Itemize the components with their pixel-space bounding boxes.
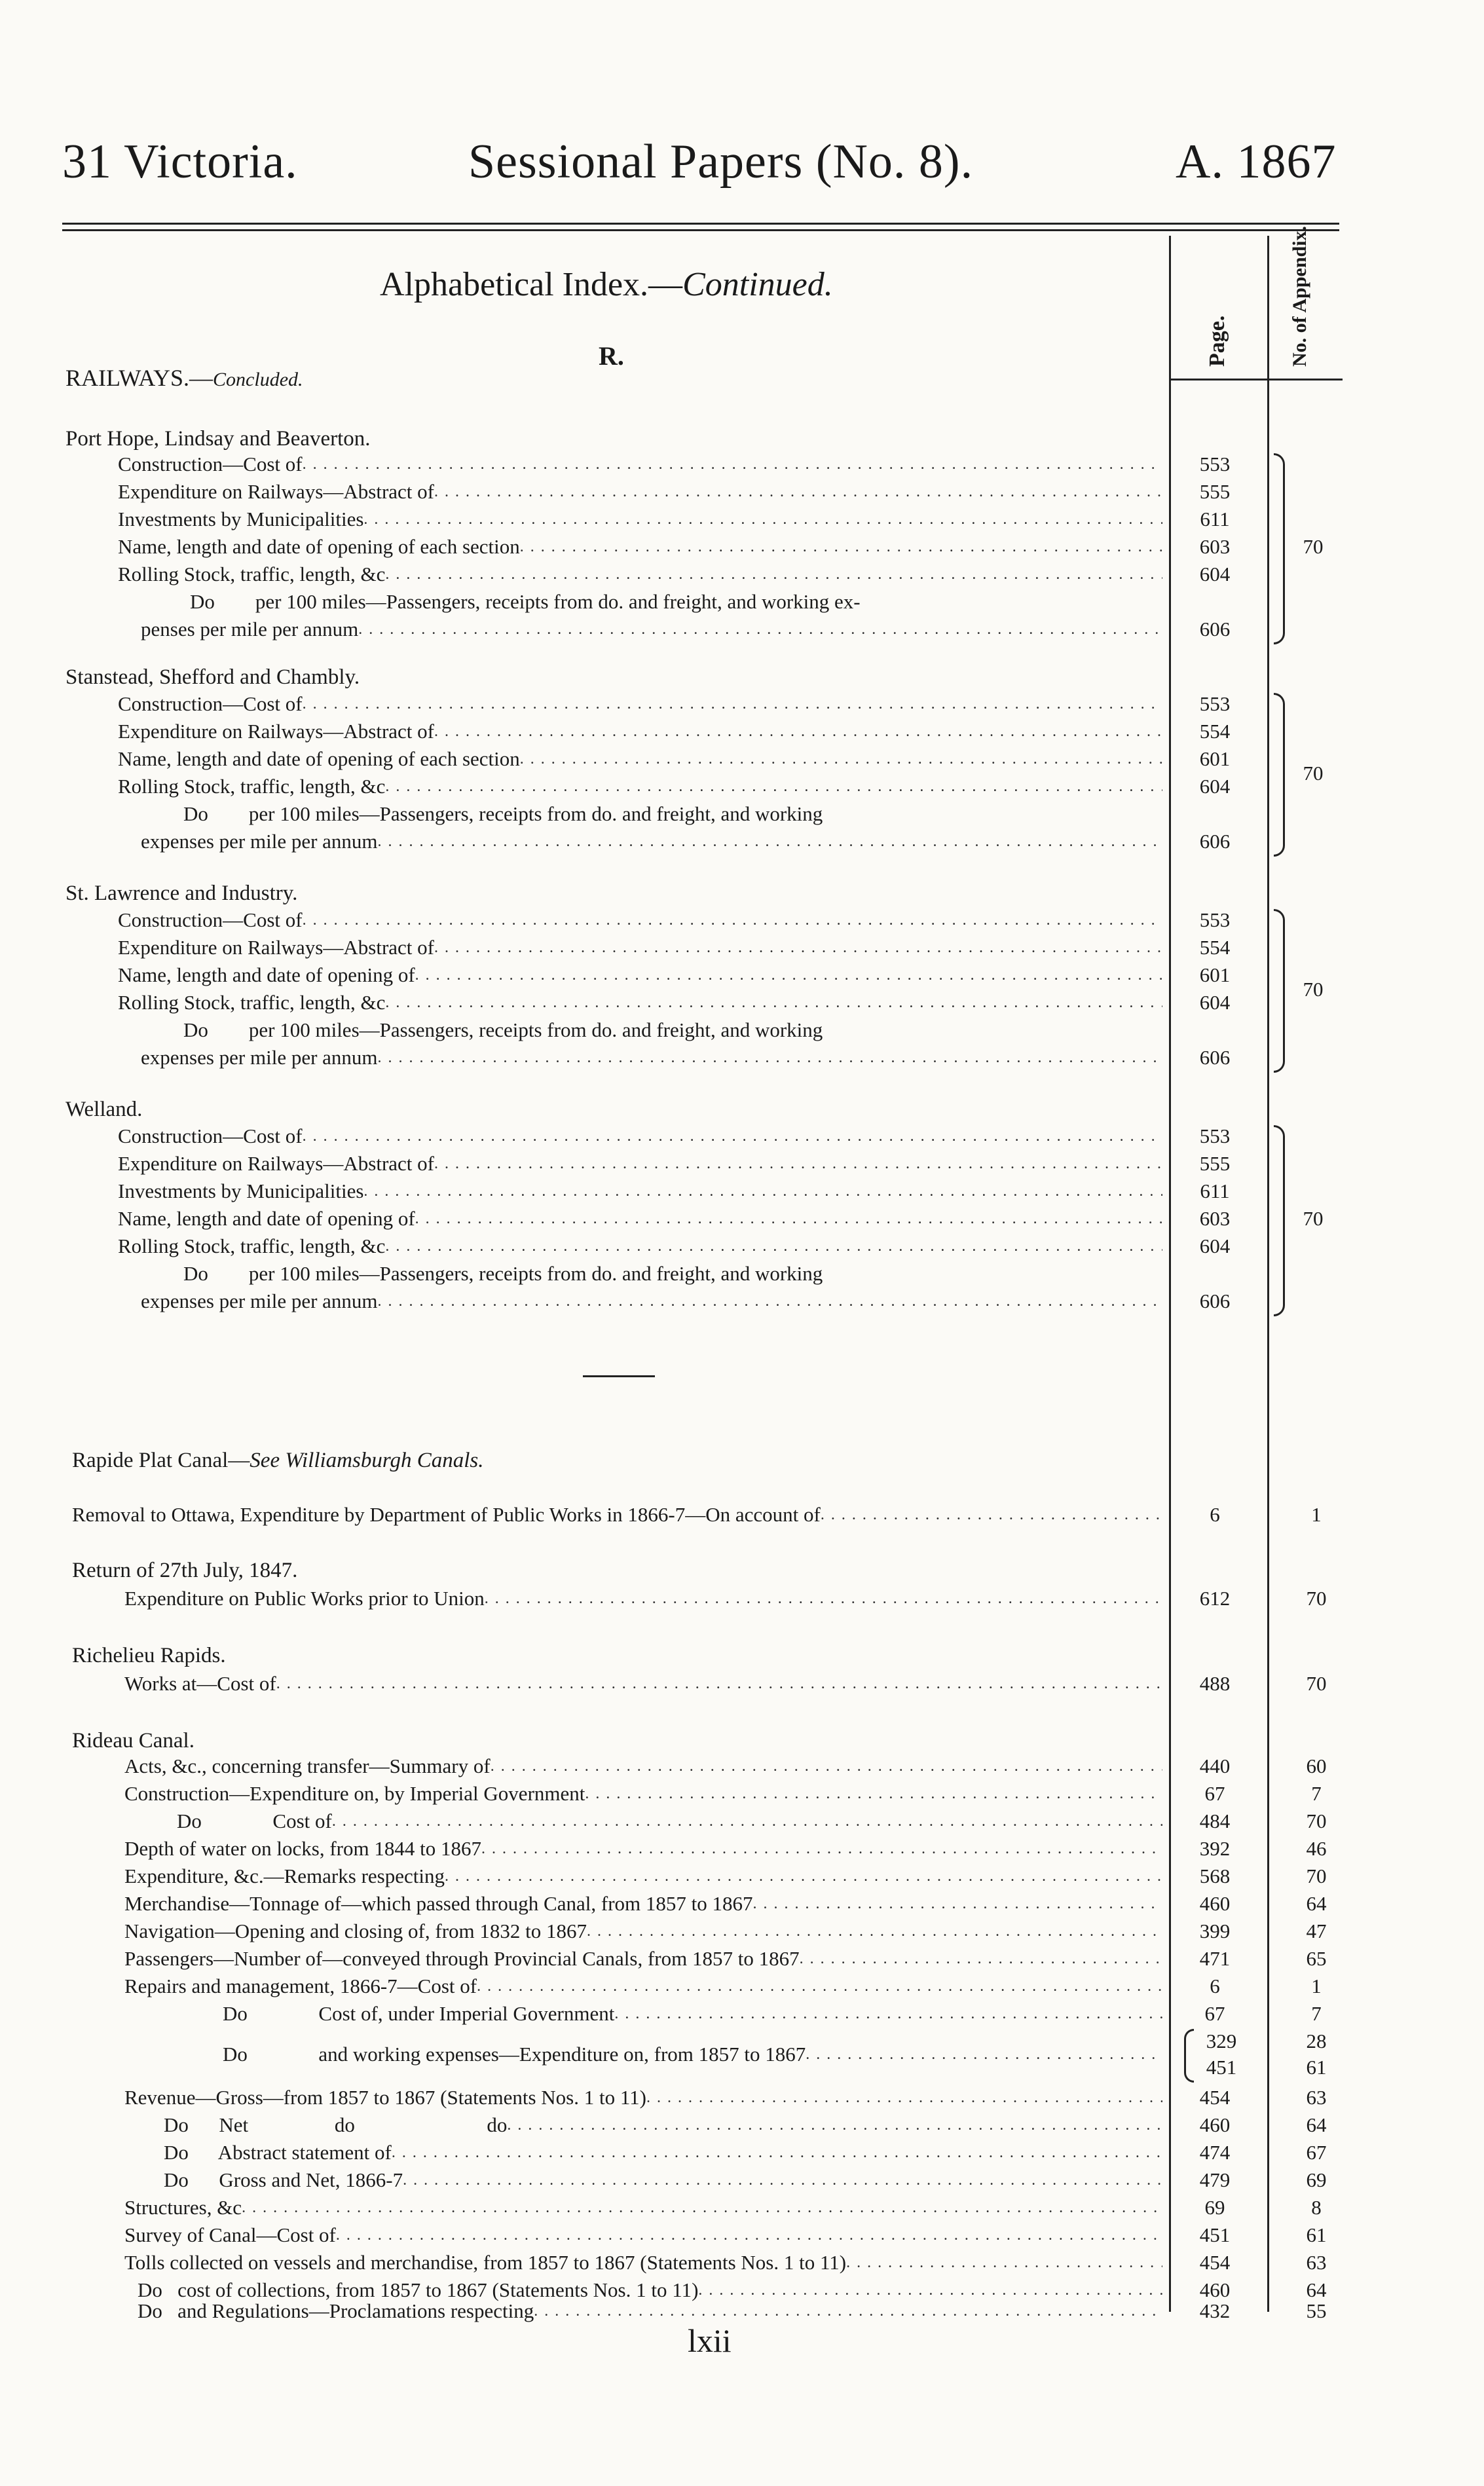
entry-text: Do per 100 miles—Passengers, receipts from do. and freight, and working <box>183 1018 823 1041</box>
entry-page: 67 <box>1204 1782 1225 1805</box>
entry-text: expenses per mile per annum <box>141 1289 378 1312</box>
header-left: 31 Victoria. <box>62 135 298 189</box>
leader-dots <box>434 1150 1162 1178</box>
entry-text: Expenditure on Railways—Abstract of <box>118 480 434 503</box>
group-appendix: 70 <box>1303 1207 1324 1230</box>
leader-dots <box>378 828 1162 855</box>
index-entry <box>124 1863 1162 1890</box>
index-entry <box>190 588 1162 616</box>
entry-page: 603 <box>1199 1207 1231 1230</box>
entry-text: Merchandise—Tonnage of—which passed through Canal, from 1857 to 1867 <box>124 1892 753 1915</box>
entry-text: Do Abstract statement of <box>164 2141 392 2164</box>
leader-dots <box>385 773 1162 800</box>
entry-text: expenses per mile per annum <box>141 830 378 853</box>
left-brace-icon <box>1184 2029 1194 2083</box>
index-entry <box>124 1780 1162 1808</box>
index-entry <box>124 1918 1162 1945</box>
entry-page: 568 <box>1199 1864 1231 1887</box>
entry-text: Investments by Municipalities <box>118 508 364 530</box>
header-center: Sessional Papers (No. 8). <box>468 135 974 189</box>
group-heading: Stanstead, Shefford and Chambly. <box>65 665 360 689</box>
entry-appendix-2: 61 <box>1306 2056 1327 2079</box>
entry-page: 603 <box>1199 535 1231 558</box>
leader-dots <box>485 1585 1162 1612</box>
leader-dots <box>363 506 1162 533</box>
entry-text: Expenditure on Railways—Abstract of <box>118 720 434 743</box>
entry-page: 399 <box>1199 1920 1231 1942</box>
entry-text: Depth of water on locks, from 1844 to 1867 <box>124 1837 481 1860</box>
entry-page: 554 <box>1199 720 1231 743</box>
index-entry <box>124 1890 1162 1918</box>
entry-text: Acts, &c., concerning transfer—Summary of <box>124 1754 491 1777</box>
entry-page: 6 <box>1210 1975 1220 1997</box>
rapide-plat-see: See Williamsburgh Canals. <box>250 1449 484 1472</box>
leader-dots <box>415 1205 1162 1233</box>
leader-dots <box>507 2111 1162 2139</box>
top-rule-2 <box>62 229 1339 231</box>
entry-text: Do per 100 miles—Passengers, receipts from do. and freight, and working <box>183 1262 823 1285</box>
entry-text: Do and Regulations—Proclamations respecting <box>138 2299 534 2322</box>
entry-page: 6 <box>1210 1503 1220 1526</box>
index-entry <box>124 1670 1162 1698</box>
entry-page: 474 <box>1199 2141 1231 2164</box>
entry-page: 329 <box>1206 2030 1237 2052</box>
section-separator <box>583 1375 655 1377</box>
index-entry <box>124 2084 1162 2111</box>
leader-dots <box>392 2139 1162 2166</box>
entry-page: 479 <box>1199 2168 1231 2191</box>
index-entry <box>124 1973 1162 2000</box>
entry-page: 392 <box>1199 1837 1231 1860</box>
entry-page: 460 <box>1199 1892 1231 1915</box>
leader-dots <box>481 1835 1162 1863</box>
leader-dots <box>378 1288 1162 1315</box>
entry-page: 451 <box>1199 2223 1231 2246</box>
leader-dots <box>332 1808 1162 1835</box>
index-entry <box>164 2111 1162 2139</box>
entry-appendix: 70 <box>1306 1587 1327 1610</box>
group-heading: Port Hope, Lindsay and Beaverton. <box>65 427 371 451</box>
leader-dots <box>646 2084 1162 2111</box>
page-column-left-rule <box>1169 236 1171 2312</box>
leader-dots <box>520 533 1162 561</box>
group-heading: Richelieu Rapids. <box>72 1644 226 1667</box>
index-entry <box>118 1122 1162 1150</box>
entry-text: Rolling Stock, traffic, length, &c <box>118 775 386 798</box>
leader-dots <box>242 2194 1162 2221</box>
rapide-plat-text: Rapide Plat Canal— <box>72 1449 250 1472</box>
index-title <box>380 265 833 304</box>
leader-dots <box>614 2000 1162 2028</box>
entry-page: 555 <box>1199 1152 1231 1175</box>
entry-text: Expenditure on Railways—Abstract of <box>118 936 434 959</box>
entry-text: expenses per mile per annum <box>141 1046 378 1069</box>
entry-appendix: 8 <box>1311 2196 1322 2219</box>
index-title-main: Alphabetical Index.— <box>380 266 683 303</box>
column-head-appendix: No. of Appendix. <box>1289 225 1310 367</box>
entry-text: Construction—Expenditure on, by Imperial Government <box>124 1782 585 1805</box>
entry-appendix: 67 <box>1306 2141 1327 2164</box>
entry-text: Works at—Cost of <box>124 1672 276 1695</box>
leader-dots <box>363 1178 1162 1205</box>
entry-text: Repairs and management, 1866-7—Cost of <box>124 1975 477 1997</box>
entry-text: Do per 100 miles—Passengers, receipts from do. and freight, and working ex- <box>190 590 861 613</box>
entry-text: Expenditure on Public Works prior to Union <box>124 1587 485 1610</box>
entry-text: Do per 100 miles—Passengers, receipts from do. and freight, and working <box>183 802 823 825</box>
entry-appendix: 47 <box>1306 1920 1327 1942</box>
index-entry <box>118 961 1162 989</box>
index-entry <box>118 533 1162 561</box>
leader-dots <box>385 1233 1162 1260</box>
entry-appendix: 63 <box>1306 2251 1327 2274</box>
entry-page: 553 <box>1199 692 1231 715</box>
entry-text: Structures, &c <box>124 2196 242 2219</box>
index-entry <box>124 2194 1162 2221</box>
entry-appendix: 70 <box>1306 1864 1327 1887</box>
entry-page: 601 <box>1199 963 1231 986</box>
entry-page: 611 <box>1200 1179 1230 1202</box>
column-head-rule <box>1169 379 1343 380</box>
entry-page: 604 <box>1199 775 1231 798</box>
leader-dots <box>403 2166 1162 2194</box>
index-entry <box>118 934 1162 961</box>
index-entry <box>118 1178 1162 1205</box>
leader-dots <box>585 1780 1162 1808</box>
index-entry <box>118 1233 1162 1260</box>
entry-text: Revenue—Gross—from 1857 to 1867 (Statements Nos. 1 to 11) <box>124 2086 647 2109</box>
index-entry <box>223 2000 1162 2028</box>
leader-dots <box>491 1753 1162 1780</box>
entry-page: 604 <box>1199 991 1231 1014</box>
entry-page: 553 <box>1199 1124 1231 1147</box>
index-entry <box>141 1288 1162 1315</box>
index-title-continued: Continued. <box>682 266 833 303</box>
entry-appendix: 46 <box>1306 1837 1327 1860</box>
entry-page-2: 451 <box>1206 2056 1237 2079</box>
index-entry <box>183 1260 1162 1288</box>
leader-dots <box>445 1863 1162 1890</box>
index-entry <box>118 718 1162 745</box>
entry-text: Rolling Stock, traffic, length, &c <box>118 991 386 1014</box>
entry-page: 67 <box>1204 2002 1225 2025</box>
index-entry <box>141 616 1162 643</box>
leader-dots <box>806 2041 1162 2068</box>
entry-appendix: 61 <box>1306 2223 1327 2246</box>
group-heading: Rideau Canal. <box>72 1729 195 1753</box>
entry-text: Name, length and date of opening of <box>118 963 415 986</box>
leader-dots <box>534 2297 1162 2325</box>
entry-text: Removal to Ottawa, Expenditure by Department of Public Works in 1866-7—On account of <box>72 1503 821 1526</box>
entry-appendix: 7 <box>1311 2002 1322 2025</box>
index-entry <box>118 906 1162 934</box>
entry-page: 604 <box>1199 563 1231 585</box>
index-entry <box>164 2166 1162 2194</box>
entry-text: Expenditure on Railways—Abstract of <box>118 1152 434 1175</box>
entry-page: 601 <box>1199 747 1231 770</box>
index-entry <box>124 2221 1162 2249</box>
entry-page: 606 <box>1199 830 1231 853</box>
group-appendix: 70 <box>1303 762 1324 785</box>
leader-dots <box>415 961 1162 989</box>
index-entry <box>141 828 1162 855</box>
page-number: lxii <box>688 2322 732 2359</box>
leader-dots <box>434 478 1162 506</box>
entry-page: 471 <box>1199 1947 1231 1970</box>
group-appendix: 70 <box>1303 978 1324 1001</box>
entry-page: 69 <box>1204 2196 1225 2219</box>
entry-text: Name, length and date of opening of each section <box>118 535 520 558</box>
index-entry <box>223 2041 1162 2068</box>
leader-dots <box>303 451 1162 478</box>
entry-appendix: 64 <box>1306 2113 1327 2136</box>
leader-dots <box>358 616 1162 643</box>
index-entry <box>164 2139 1162 2166</box>
entry-page: 604 <box>1199 1234 1231 1257</box>
entry-text: penses per mile per annum <box>141 618 359 640</box>
index-entry <box>118 690 1162 718</box>
index-entry <box>183 1016 1162 1044</box>
entry-appendix: 65 <box>1306 1947 1327 1970</box>
index-entry <box>183 800 1162 828</box>
index-entry <box>118 745 1162 773</box>
leader-dots <box>385 989 1162 1016</box>
leader-dots <box>303 906 1162 934</box>
entry-text: Tolls collected on vessels and merchandise, from 1857 to 1867 (Statements Nos. 1 to 11) <box>124 2251 847 2274</box>
entry-appendix: 1 <box>1311 1975 1322 1997</box>
group-heading: St. Lawrence and Industry. <box>65 881 298 905</box>
index-entry <box>177 1808 1162 1835</box>
entry-page: 454 <box>1199 2086 1231 2109</box>
index-entry <box>118 1150 1162 1178</box>
leader-dots <box>821 1501 1162 1529</box>
entry-page: 555 <box>1199 480 1231 503</box>
entry-appendix: 70 <box>1306 1672 1327 1695</box>
entry-page: 554 <box>1199 936 1231 959</box>
entry-text: Expenditure, &c.—Remarks respecting <box>124 1864 445 1887</box>
section-name: RAILWAYS.— <box>65 365 213 391</box>
top-rule-1 <box>62 223 1339 225</box>
index-letter: R. <box>599 341 624 371</box>
entry-page: 454 <box>1199 2251 1231 2274</box>
entry-text: Passengers—Number of—conveyed through Provincial Canals, from 1857 to 1867 <box>124 1947 800 1970</box>
entry-text: Do Gross and Net, 1866-7 <box>164 2168 403 2191</box>
entry-appendix: 70 <box>1306 1809 1327 1832</box>
entry-text: Do cost of collections, from 1857 to 1867 (Statements Nos. 1 to 11) <box>138 2278 699 2301</box>
leader-dots <box>336 2221 1162 2249</box>
entry-text: Construction—Cost of <box>118 692 303 715</box>
entry-page: 611 <box>1200 508 1230 530</box>
group-heading: Return of 27th July, 1847. <box>72 1559 298 1582</box>
index-entry <box>124 2249 1162 2276</box>
entry-text: Navigation—Opening and closing of, from 1832 to 1867 <box>124 1920 587 1942</box>
entry-page: 553 <box>1199 453 1231 475</box>
leader-dots <box>434 718 1162 745</box>
leader-dots <box>587 1918 1162 1945</box>
entry-page: 460 <box>1199 2113 1231 2136</box>
entry-text: Name, length and date of opening of <box>118 1207 415 1230</box>
index-entry <box>118 451 1162 478</box>
index-entry <box>124 1835 1162 1863</box>
entry-text: Construction—Cost of <box>118 908 303 931</box>
index-entry <box>118 478 1162 506</box>
entry-appendix: 69 <box>1306 2168 1327 2191</box>
rapide-plat-entry <box>72 1449 484 1473</box>
section-note: Concluded. <box>213 369 303 390</box>
header-right: A. 1867 <box>1176 135 1337 189</box>
entry-page: 432 <box>1199 2299 1231 2322</box>
leader-dots <box>303 1122 1162 1150</box>
entry-appendix: 64 <box>1306 2278 1327 2301</box>
entry-appendix: 63 <box>1306 2086 1327 2109</box>
entry-text: Do Cost of <box>177 1809 332 1832</box>
index-entry <box>118 561 1162 588</box>
entry-appendix: 64 <box>1306 1892 1327 1915</box>
entry-appendix: 60 <box>1306 1754 1327 1777</box>
leader-dots <box>800 1945 1162 1973</box>
entry-page: 606 <box>1199 1046 1231 1069</box>
index-entry <box>118 773 1162 800</box>
entry-text: Rolling Stock, traffic, length, &c <box>118 563 386 585</box>
entry-appendix: 55 <box>1306 2299 1327 2322</box>
leader-dots <box>385 561 1162 588</box>
index-entry <box>118 506 1162 533</box>
leader-dots <box>753 1890 1163 1918</box>
index-entry <box>118 989 1162 1016</box>
index-entry <box>118 1205 1162 1233</box>
entry-text: Do Cost of, under Imperial Government <box>223 2002 615 2025</box>
leader-dots <box>846 2249 1162 2276</box>
group-appendix: 70 <box>1303 535 1324 558</box>
entry-text: Do Net do do <box>164 2113 508 2136</box>
entry-page: 440 <box>1199 1754 1231 1777</box>
column-head-page: Page. <box>1205 315 1229 367</box>
entry-appendix: 28 <box>1306 2030 1327 2052</box>
entry-page: 606 <box>1199 1289 1231 1312</box>
entry-text: Name, length and date of opening of each section <box>118 747 520 770</box>
leader-dots <box>378 1044 1162 1071</box>
entry-page: 553 <box>1199 908 1231 931</box>
index-entry <box>138 2297 1162 2325</box>
entry-text: Investments by Municipalities <box>118 1179 364 1202</box>
group-heading: Welland. <box>65 1098 143 1121</box>
entry-text: Construction—Cost of <box>118 453 303 475</box>
leader-dots <box>477 1973 1162 2000</box>
entry-text: Do and working expenses—Expenditure on, from 1857 to 1867 <box>223 2043 806 2066</box>
index-entry <box>141 1044 1162 1071</box>
leader-dots <box>276 1670 1162 1698</box>
entry-page: 488 <box>1199 1672 1231 1695</box>
page-column-right-rule <box>1267 236 1269 2312</box>
leader-dots <box>434 934 1162 961</box>
entry-text: Rolling Stock, traffic, length, &c <box>118 1234 386 1257</box>
leader-dots <box>520 745 1162 773</box>
entry-text: Construction—Cost of <box>118 1124 303 1147</box>
entry-page: 484 <box>1199 1809 1231 1832</box>
index-entry <box>124 1753 1162 1780</box>
entry-text: Survey of Canal—Cost of <box>124 2223 336 2246</box>
index-entry <box>124 1945 1162 1973</box>
section-heading <box>65 364 303 392</box>
index-entry <box>72 1501 1162 1529</box>
leader-dots <box>303 690 1162 718</box>
index-entry <box>124 1585 1162 1612</box>
entry-appendix: 7 <box>1311 1782 1322 1805</box>
entry-page: 606 <box>1199 618 1231 640</box>
entry-page: 612 <box>1199 1587 1231 1610</box>
entry-page: 460 <box>1199 2278 1231 2301</box>
entry-appendix: 1 <box>1311 1503 1322 1526</box>
